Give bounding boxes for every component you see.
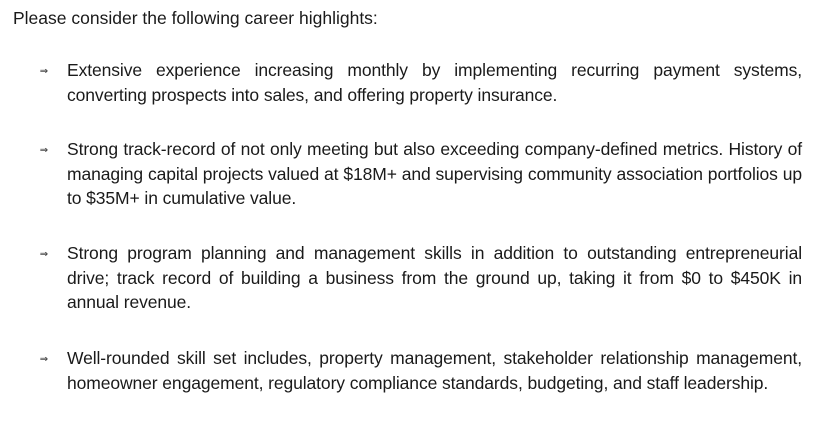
double-right-arrow-icon: ⇒ (39, 354, 49, 365)
intro-text: Please consider the following career highlights: (13, 8, 378, 28)
double-right-arrow-icon: ⇒ (39, 66, 49, 77)
double-right-arrow-icon: ⇒ (39, 145, 49, 156)
highlight-text: Strong track-record of not only meeting but also exceeding company-defined metrics. History of managing capital projects valued at $18M+ and supervising community association portfolios up to $35M+ in cumulative value. (67, 139, 802, 208)
highlight-text: Well-rounded skill set includes, property management, stakeholder relationship management, homeowner engagement, regulatory compliance standards, budgeting, and staff leadership. (67, 348, 802, 393)
double-right-arrow-icon: ⇒ (39, 249, 49, 260)
highlight-text: Extensive experience increasing monthly by implementing recurring payment systems, converting prospects into sales, and offering property insurance. (67, 60, 802, 105)
highlight-text: Strong program planning and management skills in addition to outstanding entrepreneurial drive; track record of building a business from the ground up, taking it from $0 to $450K in annual revenue. (67, 243, 802, 312)
